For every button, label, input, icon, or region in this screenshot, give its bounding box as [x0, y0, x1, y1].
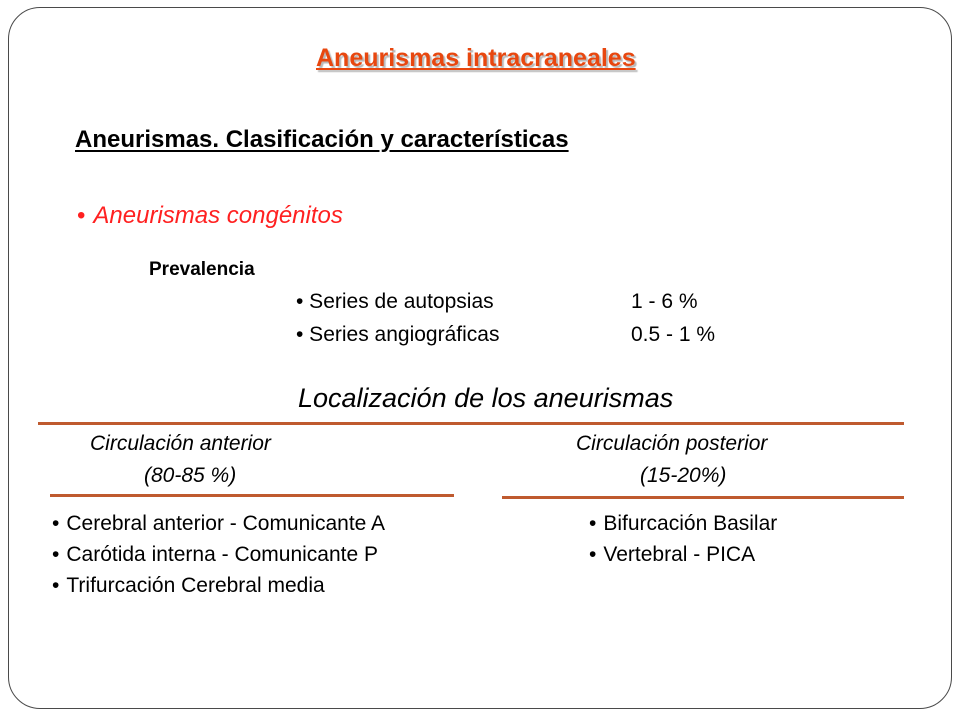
list-item: • Trifurcación Cerebral media	[52, 570, 385, 601]
list-item: • Carótida interna - Comunicante P	[52, 539, 385, 570]
prevalence-row-value: 1 - 6 %	[631, 290, 698, 313]
slide-title: Aneurismas intracraneales	[316, 44, 636, 72]
slide-frame	[8, 7, 952, 709]
list-item: • Cerebral anterior - Comunicante A	[52, 508, 385, 539]
posterior-range: (15-20%)	[640, 464, 727, 487]
anterior-list	[52, 508, 385, 601]
divider-anterior	[50, 494, 454, 497]
bullet-icon: •	[77, 202, 86, 229]
anterior-heading: Circulación anterior	[90, 432, 271, 455]
localization-title: Localización de los aneurismas	[298, 383, 674, 413]
prevalence-label: Prevalencia	[149, 259, 255, 280]
section-heading-text: Aneurismas congénitos	[93, 202, 343, 229]
prevalence-row-value: 0.5 - 1 %	[631, 323, 716, 346]
prevalence-row-angiograficas	[296, 323, 756, 349]
divider-posterior	[502, 496, 904, 499]
anterior-range: (80-85 %)	[144, 464, 237, 487]
list-item: • Bifurcación Basilar	[589, 508, 777, 539]
prevalence-row-label: • Series angiográficas	[296, 323, 500, 346]
slide-subtitle: Aneurismas. Clasificación y características	[75, 126, 569, 153]
posterior-heading: Circulación posterior	[576, 432, 768, 455]
section-heading	[77, 202, 343, 230]
posterior-list	[589, 508, 777, 570]
list-item: • Vertebral - PICA	[589, 539, 777, 570]
divider-top	[38, 422, 904, 425]
prevalence-row-label: • Series de autopsias	[296, 290, 494, 313]
prevalence-row-autopsias	[296, 290, 756, 316]
